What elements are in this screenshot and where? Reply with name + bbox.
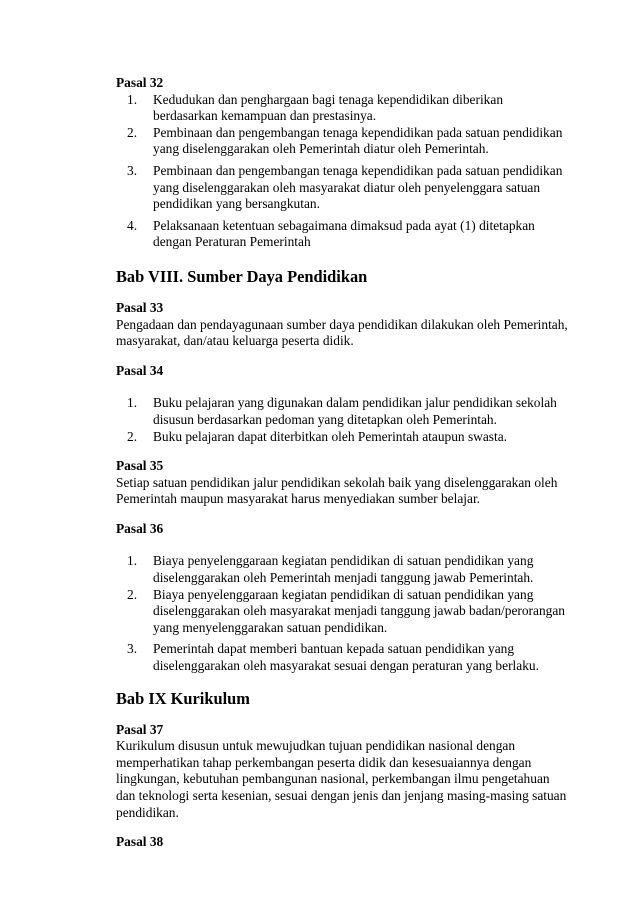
pasal-text: Kurikulum disusun untuk mewujudkan tujuan pendidikan nasional dengan memperhatikan tahap perkembangan peserta didik dan kesesuaiannya dengan lingkungan, kebutuhan pembangunan nasional, perkembangan ilmu pengetahuan dan teknologi serta kesenian, sesuai dengan jenis dan jenjang masing-masing satuan pendidikan. bbox=[116, 738, 567, 820]
pasal-text: Setiap satuan pendidikan jalur pendidikan sekolah baik yang diselenggarakan oleh Pemerintah maupun masyarakat harus menyediakan sumber belajar. bbox=[116, 474, 558, 507]
pasal-list bbox=[116, 553, 568, 674]
pasal-title: Pasal 36 bbox=[116, 520, 164, 536]
chapter-heading: Bab IX Kurikulum bbox=[116, 688, 250, 708]
pasal-32 bbox=[116, 75, 568, 251]
list-item: 2. Buku pelajaran dapat diterbitkan oleh Pemerintah ataupun swasta. bbox=[127, 428, 507, 444]
list-item: 4. Pelaksanaan ketentuan sebagaimana dimaksud pada ayat (1) ditetapkan dengan Peraturan Pemerintah bbox=[127, 217, 535, 250]
chapter-heading: Bab VIII. Sumber Daya Pendidikan bbox=[116, 266, 368, 286]
pasal-33 bbox=[116, 300, 568, 350]
list-item: 3. Pembinaan dan pengembangan tenaga kependidikan pada satuan pendidikan yang diselenggarakan oleh masyarakat diatur oleh penyelenggara satuan pendidikan yang bersangkutan. bbox=[127, 162, 563, 212]
pasal-35 bbox=[116, 458, 568, 508]
pasal-list bbox=[116, 395, 568, 445]
pasal-title: Pasal 35 bbox=[116, 458, 164, 474]
pasal-37 bbox=[116, 722, 568, 822]
pasal-title: Pasal 34 bbox=[116, 362, 164, 378]
list-item: 2. Pembinaan dan pengembangan tenaga kependidikan pada satuan pendidikan yang diselenggarakan oleh Pemerintah diatur oleh Pemerintah. bbox=[127, 124, 563, 157]
pasal-title: Pasal 32 bbox=[116, 75, 164, 90]
list-item: 2. Biaya penyelenggaraan kegiatan pendidikan di satuan pendidikan yang diselenggarakan oleh masyarakat menjadi tanggung jawab badan/perorangan yang menyelenggarakan satuan pendidikan. bbox=[127, 586, 565, 635]
pasal-title: Pasal 37 bbox=[116, 721, 164, 737]
list-item: 3. Pemerintah dapat memberi bantuan kepada satuan pendidikan yang diselenggarakan oleh masyarakat sesuai dengan peraturan yang berlaku. bbox=[127, 641, 539, 674]
pasal-34 bbox=[116, 363, 568, 445]
pasal-38 bbox=[116, 834, 568, 851]
list-item: 1. Buku pelajaran yang digunakan dalam pendidikan jalur pendidikan sekolah disusun berdasarkan pedoman yang ditetapkan oleh Pemerintah. bbox=[127, 395, 557, 427]
pasal-text: Pengadaan dan pendayagunaan sumber daya pendidikan dilakukan oleh Pemerintah, masyarakat, dan/atau keluarga peserta didik. bbox=[116, 316, 568, 349]
list-item: 1. Biaya penyelenggaraan kegiatan pendidikan di satuan pendidikan yang diselenggarakan oleh Pemerintah menjadi tanggung jawab Pemerintah. bbox=[127, 553, 534, 586]
pasal-list bbox=[116, 92, 568, 251]
pasal-36 bbox=[116, 521, 568, 675]
list-item: 1. Kedudukan dan penghargaan bagi tenaga kependidikan diberikan berdasarkan kemampuan dan prestasinya. bbox=[127, 91, 504, 124]
pasal-title: Pasal 33 bbox=[116, 299, 164, 315]
pasal-title: Pasal 38 bbox=[116, 834, 164, 850]
